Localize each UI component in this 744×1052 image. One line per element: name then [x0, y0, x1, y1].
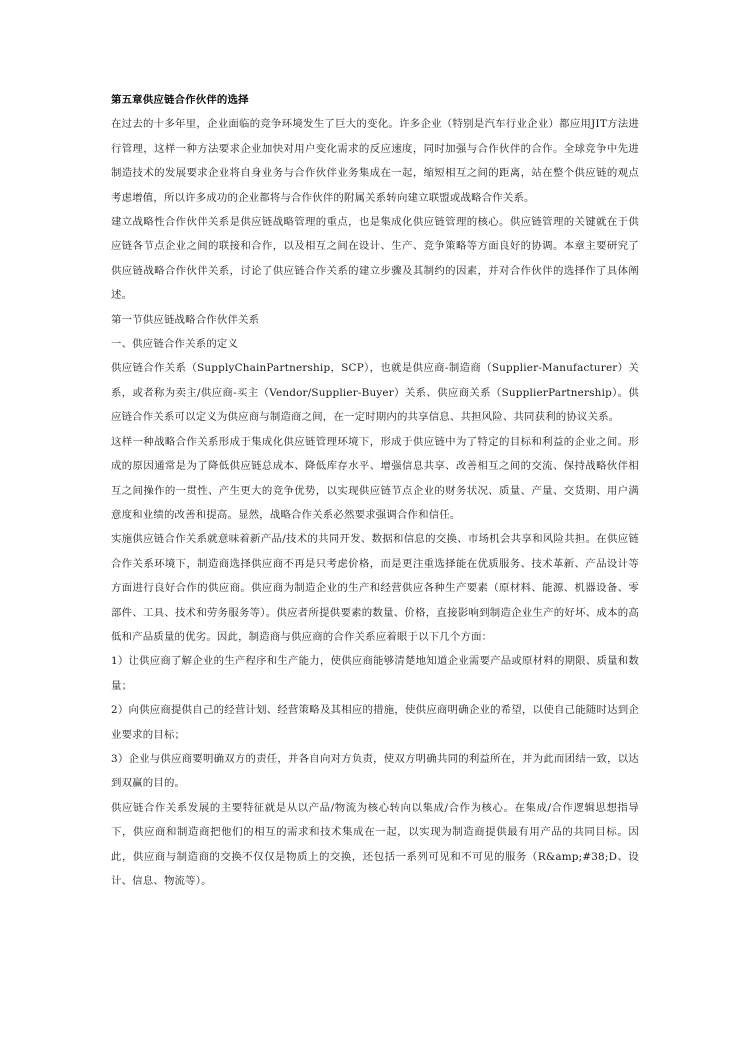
paragraph-features: 供应链合作关系发展的主要特征就是从以产品/物流为核心转向以集成/合作为核心。在集成/合作逻辑思想指导下，供应商和制造商把他们的相互的需求和技术集成在一起，以实现为制造商提供最有用产品的共同目标。因此，供应商与制造商的交换不仅仅是物质上的交换，还包括一系列可见和不可见的服务（R&amp;#38;D、设计、信息、物流等）。 — [111, 801, 639, 887]
document-page — [111, 88, 639, 893]
list-item-2: 2）向供应商提供自己的经营计划、经营策略及其相应的措施，使供应商明确企业的希望，以使自己能随时达到企业要求的目标； — [111, 704, 639, 741]
list-item-3: 3）企业与供应商要明确双方的责任，并各自向对方负责，使双方明确共同的利益所在，并为此而团结一致，以达到双赢的目的。 — [111, 752, 639, 790]
paragraph-implementation: 实施供应链合作关系就意味着新产品/技术的共同开发、数据和信息的交换、市场机会共享和风险共担。在供应链合作关系环境下，制造商选择供应商不再是只考虑价格，而是更注重选择能在优质服务、技术革新、产品设计等方面进行良好合作的供应商。供应商为制造企业的生产和经营供应各种生产要素（原材料、能源、机器设备、零部件、工具、技术和劳务服务等）。供应者所提供要素的数量、价格，直接影响到制造企业生产的好坏、成本的高低和产品质量的优劣。因此，制造商与供应商的合作关系应着眼于以下几个方面： — [111, 533, 639, 643]
paragraph-intro: 在过去的十多年里，企业面临的竞争环境发生了巨大的变化。许多企业（特别是汽车行业企业）都应用JIT方法进行管理，这样一种方法要求企业加快对用户变化需求的反应速度，同时加强与合作伙伴的合作。全球竞争中先进制造技术的发展要求企业将自身业务与合作伙伴业务集成在一起，缩短相互之间的距离，站在整个供应链的观点考虑增值，所以许多成功的企业都将与合作伙伴的附属关系转向建立联盟或战略合作关系。 — [111, 118, 639, 204]
chapter-title: 第五章供应链合作伙伴的选择 — [111, 94, 249, 106]
paragraph-formation: 这样一种战略合作关系形成于集成化供应链管理环境下，形成于供应链中为了特定的目标和利益的企业之间。形成的原因通常是为了降低供应链总成本、降低库存水平、增强信息共享、改善相互之间的交流、保持战略伙伴相互之间操作的一贯性、产生更大的竞争优势，以实现供应链节点企业的财务状况、质量、产量、交货期、用户满意度和业绩的改善和提高。显然，战略合作关系必然要求强调合作和信任。 — [111, 435, 639, 521]
paragraph-definition: 供应链合作关系（SupplyChainPartnership，SCP），也就是供应商-制造商（Supplier-Manufacturer）关系，或者称为卖主/供应商-买主（Vendor/Supplier-Buyer）关系、供应商关系（SupplierPartnership）。供应链合作关系可以定义为供应商与制造商之间，在一定时期内的共享信息、共担风险、共同获利的协议关系。 — [111, 362, 639, 424]
list-item-1: 1）让供应商了解企业的生产程序和生产能力，使供应商能够清楚地知道企业需要产品或原材料的期限、质量和数量； — [111, 655, 639, 692]
subsection-heading: 一、供应链合作关系的定义 — [111, 338, 239, 351]
paragraph-strategic-partnership: 建立战略性合作伙伴关系是供应链战略管理的重点，也是集成化供应链管理的核心。供应链管理的关键就在于供应链各节点企业之间的联接和合作，以及相互之间在设计、生产、竞争策略等方面良好的协调。本章主要研究了供应链战略合作伙伴关系，讨论了供应链合作关系的建立步骤及其制约的因素，并对合作伙伴的选择作了具体阐述。 — [111, 216, 639, 302]
section-heading: 第一节供应链战略合作伙伴关系 — [111, 313, 260, 326]
